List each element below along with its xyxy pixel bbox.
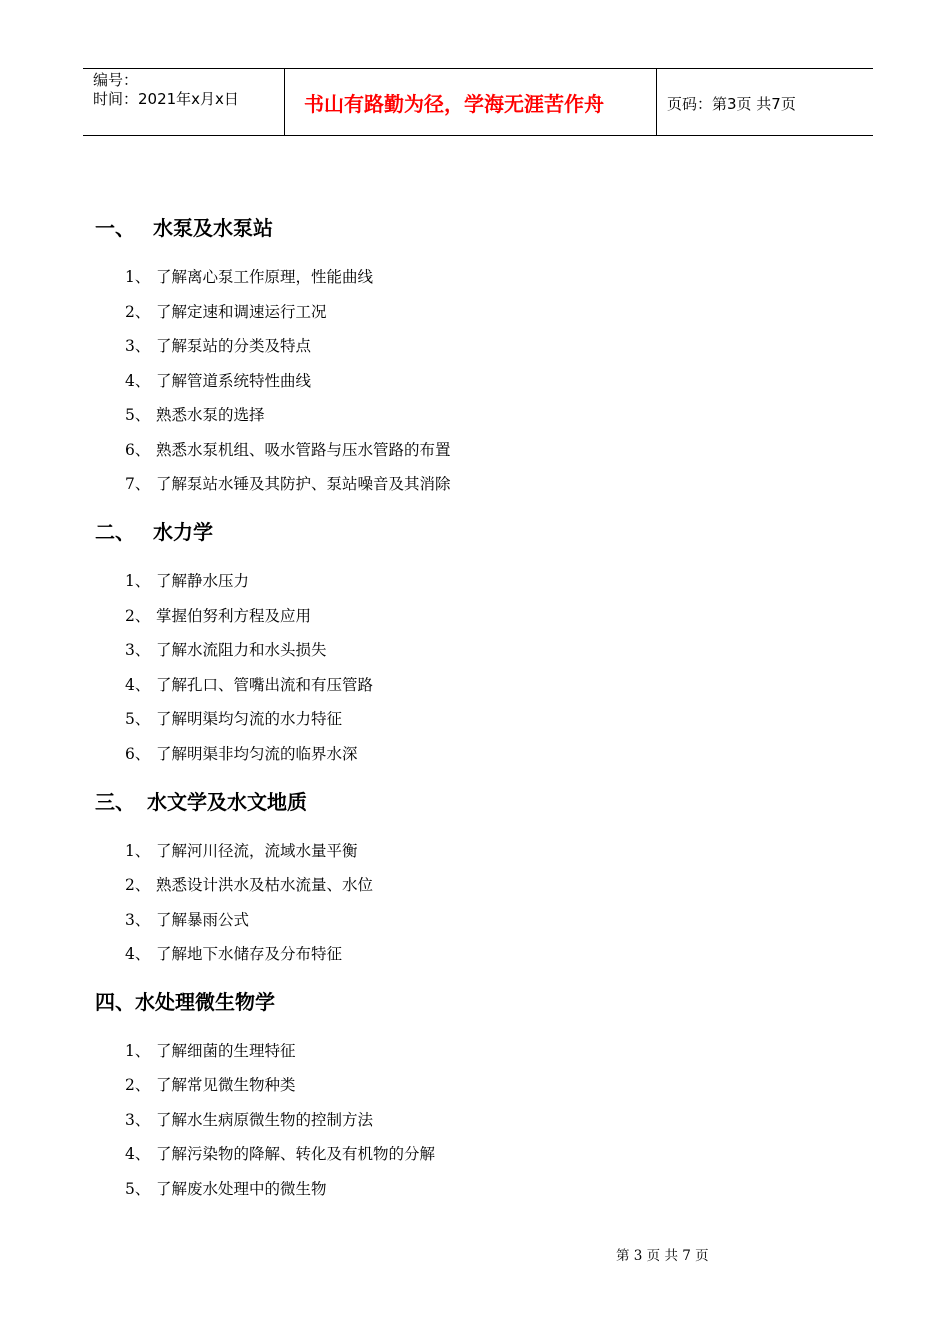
section-title-text: 水文学及水文地质: [147, 790, 307, 814]
list-item: [125, 910, 249, 930]
header-page-cell: [657, 69, 873, 135]
list-item: [125, 606, 311, 626]
list-item-text: 了解水生病原微生物的控制方法: [156, 1111, 374, 1129]
list-item-number: 4、: [125, 1145, 151, 1163]
list-item-number: 3、: [125, 641, 151, 659]
list-item-text: 了解明渠均匀流的水力特征: [156, 710, 343, 728]
list-item-number: 1、: [125, 842, 151, 860]
list-item-text: 了解泵站水锤及其防护、泵站噪音及其消除: [156, 475, 451, 493]
list-item-text: 了解静水压力: [156, 572, 250, 590]
list-item-number: 2、: [125, 303, 151, 321]
section-title: [95, 789, 307, 815]
list-item: [125, 371, 311, 391]
list-item-text: 熟悉水泵的选择: [156, 406, 265, 424]
list-item-number: 6、: [125, 745, 151, 763]
list-item: [125, 571, 249, 591]
header-meta-cell: [83, 69, 285, 135]
list-item-text: 熟悉水泵机组、吸水管路与压水管路的布置: [156, 441, 451, 459]
list-item: [125, 267, 373, 287]
list-item: [125, 1144, 435, 1164]
list-item-text: 了解污染物的降解、转化及有机物的分解: [156, 1145, 436, 1163]
list-item-text: 了解定速和调速运行工况: [156, 303, 327, 321]
list-item-text: 了解细菌的生理特征: [156, 1042, 296, 1060]
list-item-number: 4、: [125, 676, 151, 694]
list-item: [125, 1110, 373, 1130]
list-item: [125, 474, 451, 494]
list-item-text: 了解常见微生物种类: [156, 1076, 296, 1094]
list-item-text: 掌握伯努利方程及应用: [156, 607, 312, 625]
page-footer: 第 3 页 共 7 页: [616, 1248, 709, 1264]
header-motto-cell: [285, 69, 657, 135]
list-item: [125, 1041, 296, 1061]
list-item-number: 2、: [125, 1076, 151, 1094]
list-item-text: 了解离心泵工作原理，性能曲线: [156, 268, 374, 286]
list-item-number: 1、: [125, 268, 151, 286]
list-item-text: 了解孔口、管嘴出流和有压管路: [156, 676, 374, 694]
list-item-number: 6、: [125, 441, 151, 459]
section-number: 四、: [95, 990, 135, 1014]
list-item-number: 5、: [125, 710, 151, 728]
list-item-text: 了解暴雨公式: [156, 911, 250, 929]
list-item-number: 1、: [125, 1042, 151, 1060]
header-motto: 书山有路勤为径，学海无涯苦作舟: [304, 92, 604, 116]
list-item: [125, 302, 327, 322]
section-number: 一、: [95, 216, 135, 240]
list-item: [125, 744, 358, 764]
page-header: [83, 68, 873, 136]
list-item: [125, 336, 311, 356]
list-item-text: 熟悉设计洪水及枯水流量、水位: [156, 876, 374, 894]
list-item-text: 了解管道系统特性曲线: [156, 372, 312, 390]
list-item: [125, 944, 342, 964]
section-number: 三、: [95, 790, 135, 814]
document-number-label: 编号：: [93, 71, 139, 89]
list-item-text: 了解水流阻力和水头损失: [156, 641, 327, 659]
list-item: [125, 841, 358, 861]
list-item-number: 3、: [125, 337, 151, 355]
list-item-number: 3、: [125, 911, 151, 929]
list-item-number: 5、: [125, 406, 151, 424]
list-item-text: 了解废水处理中的微生物: [156, 1180, 327, 1198]
list-item-number: 5、: [125, 1180, 151, 1198]
list-item-number: 2、: [125, 876, 151, 894]
section-title: [95, 989, 275, 1015]
section-title-text: 水力学: [153, 520, 213, 544]
list-item-number: 4、: [125, 372, 151, 390]
list-item-number: 7、: [125, 475, 151, 493]
list-item-text: 了解泵站的分类及特点: [156, 337, 312, 355]
document-time-label: 时间：2021年x月x日: [93, 90, 239, 108]
list-item-text: 了解地下水储存及分布特征: [156, 945, 343, 963]
header-page-info: 页码：第3页 共7页: [667, 95, 796, 113]
list-item: [125, 675, 373, 695]
list-item: [125, 1179, 327, 1199]
list-item: [125, 709, 342, 729]
list-item-number: 1、: [125, 572, 151, 590]
list-item: [125, 640, 327, 660]
list-item-number: 4、: [125, 945, 151, 963]
section-title: [95, 519, 213, 545]
section-number: 二、: [95, 520, 135, 544]
list-item-number: 3、: [125, 1111, 151, 1129]
list-item-text: 了解明渠非均匀流的临界水深: [156, 745, 358, 763]
section-title-text: 水泵及水泵站: [153, 216, 273, 240]
list-item-number: 2、: [125, 607, 151, 625]
list-item: [125, 1075, 296, 1095]
list-item: [125, 440, 451, 460]
list-item: [125, 405, 265, 425]
list-item-text: 了解河川径流，流域水量平衡: [156, 842, 358, 860]
section-title: [95, 215, 273, 241]
list-item: [125, 875, 373, 895]
section-title-text: 水处理微生物学: [135, 990, 275, 1014]
